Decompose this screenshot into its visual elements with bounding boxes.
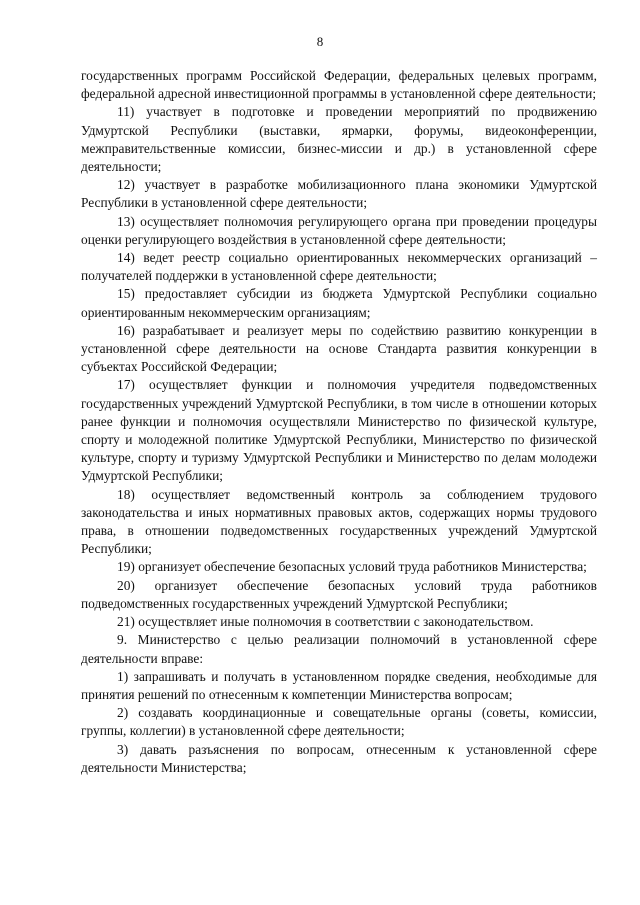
paragraph-continuation: государственных программ Российской Федерации, федеральных целевых программ, федеральной адресной инвестиционной программы в установленной сфере деятельности; <box>81 68 597 102</box>
paragraph-item-12: 12) участвует в разработке мобилизационного плана экономики Удмуртской Республики в установленной сфере деятельности; <box>81 177 597 211</box>
paragraph-right-1: 1) запрашивать и получать в установленном порядке сведения, необходимые для принятия решений по отнесенным к компетенции Министерства вопросам; <box>81 668 597 702</box>
paragraph-item-13: 13) осуществляет полномочия регулирующего органа при проведении процедуры оценки регулирующего воздействия в установленной сфере деятельности; <box>81 213 597 247</box>
paragraph-item-14: 14) ведет реестр социально ориентированных некоммерческих организаций – получателей поддержки в установленной сфере деятельности; <box>81 250 597 284</box>
paragraph-item-18: 18) осуществляет ведомственный контроль за соблюдением трудового законодательства и иных нормативных правовых актов, содержащих нормы трудового права, в отношении подведомственных государственных учреждений Удмуртской Республики; <box>81 486 597 557</box>
paragraph-item-11: 11) участвует в подготовке и проведении мероприятий по продвижению Удмуртской Республики (выставки, ярмарки, форумы, видеоконференции, межправительственные комиссии, бизнес-миссии и др.) в установленной сфере деятельности; <box>81 104 597 175</box>
paragraph-item-16: 16) разрабатывает и реализует меры по содействию развитию конкуренции в установленной сфере деятельности на основе Стандарта развития конкуренции в субъектах Российской Федерации; <box>81 322 597 375</box>
paragraph-right-2: 2) создавать координационные и совещательные органы (советы, комиссии, группы, коллегии) в установленной сфере деятельности; <box>81 705 597 739</box>
paragraph-item-20: 20) организует обеспечение безопасных условий труда работников подведомственных государственных учреждений Удмуртской Республики; <box>81 577 597 611</box>
paragraph-item-15: 15) предоставляет субсидии из бюджета Удмуртской Республики социально ориентированным некоммерческим организациям; <box>81 286 597 320</box>
paragraph-item-19: 19) организует обеспечение безопасных условий труда работников Министерства; <box>117 559 587 575</box>
page-number: 8 <box>316 34 324 49</box>
paragraph-right-3: 3) давать разъяснения по вопросам, отнесенным к установленной сфере деятельности Министерства; <box>81 741 597 775</box>
paragraph-item-21: 21) осуществляет иные полномочия в соответствии с законодательством. <box>117 614 534 630</box>
paragraph-item-17: 17) осуществляет функции и полномочия учредителя подведомственных государственных учреждений Удмуртской Республики, в том числе в отношении которых ранее функции и полномочия осуществляли Министерство по физической культуре, спорту и молодежной политике Удмуртской Республики, Министерство по физической культуре, спорту и туризму Удмуртской Республики и Министерство по делам молодежи Удмуртской Республики; <box>81 377 597 484</box>
paragraph-section-9: 9. Министерство с целью реализации полномочий в установленной сфере деятельности вправе: <box>81 632 597 666</box>
document-body <box>81 67 597 777</box>
